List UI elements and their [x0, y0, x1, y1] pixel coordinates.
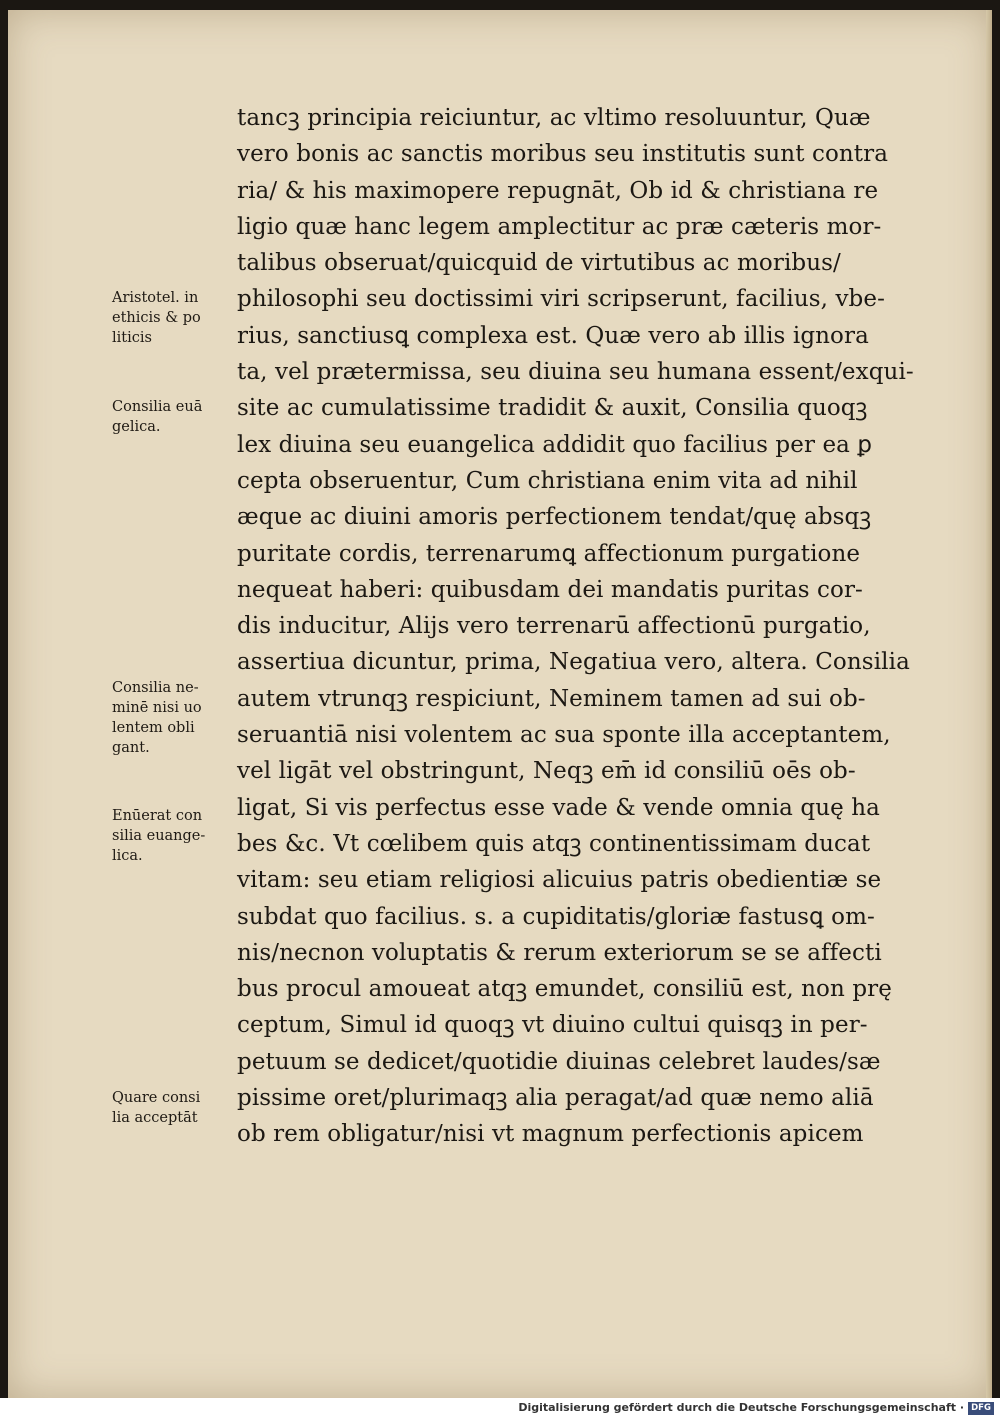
marginal-note-line: lia acceptāt — [112, 1110, 198, 1126]
text-line: philosophi seu doctissimi viri scripserunt, facilius, vbe- — [237, 286, 885, 313]
marginal-note-consilia-nemine — [112, 678, 240, 758]
text-line: rius, sanctiusꝗ complexa est. Quæ vero ab illis ignora — [237, 322, 869, 349]
text-line: lex diuina seu euangelica addidit quo facilius per ea ꝑ — [237, 431, 873, 458]
marginal-note-line: ethicis & po — [112, 310, 201, 326]
text-line: vero bonis ac sanctis moribus seu institutis sunt contra — [237, 141, 889, 168]
text-line: cepta obseruentur, Cum christiana enim vita ad nihil — [237, 467, 858, 494]
marginal-note-line: Quare consi — [112, 1090, 201, 1106]
text-line: vel ligāt vel obstringunt, Neqꝫ em̄ id consiliū oēs ob- — [237, 758, 856, 785]
marginal-note-enumerat — [112, 806, 240, 866]
text-line: petuum se dedicet/quotidie diuinas celebret laudes/sæ — [237, 1048, 881, 1075]
marginal-note-line: liticis — [112, 330, 152, 346]
marginal-note-line: lica. — [112, 848, 143, 864]
text-line: nequeat haberi: quibusdam dei mandatis puritas cor- — [237, 576, 863, 603]
marginal-note-quare — [112, 1088, 240, 1128]
marginal-note-line: Aristotel. in — [112, 290, 199, 306]
text-line: autem vtrunqꝫ respiciunt, Neminem tamen ad sui ob- — [237, 685, 866, 712]
marginal-note-line: Enūerat con — [112, 808, 203, 824]
text-line: assertiua dicuntur, prima, Negatiua vero, altera. Consilia — [237, 649, 910, 676]
text-line: ceptum, Simul id quoqꝫ vt diuino cultui quisqꝫ in per- — [237, 1012, 868, 1039]
text-line: ligio quæ hanc legem amplectitur ac præ cæteris mor- — [237, 213, 882, 240]
marginal-note-line: gant. — [112, 740, 150, 756]
text-line: nis/necnon voluptatis & rerum exteriorum se se affecti — [237, 939, 882, 966]
main-text-column — [237, 100, 922, 1153]
digitization-footer — [0, 1398, 1000, 1420]
text-line: vitam: seu etiam religiosi alicuius patris obedientiæ se — [237, 867, 882, 894]
marginal-note-line: Consilia euā — [112, 399, 203, 415]
text-line: puritate cordis, terrenarumꝗ affectionum purgatione — [237, 540, 861, 567]
text-line: ta, vel prætermissa, seu diuina seu humana essent/exqui- — [237, 359, 914, 386]
text-line: ria/ & his maximopere repugnāt, Ob id & christiana re — [237, 177, 879, 204]
page-edge — [986, 10, 992, 1398]
text-line: bus procul amoueat atqꝫ emundet, consiliū est, non prę — [237, 976, 892, 1003]
marginal-note-line: gelica. — [112, 419, 161, 435]
marginal-note-line: silia euange- — [112, 828, 206, 844]
marginal-note-line: Consilia ne- — [112, 680, 199, 696]
text-line: dis inducitur, Alijs vero terrenarū affectionū purgatio, — [237, 613, 871, 640]
marginal-note-aristotle — [112, 288, 240, 348]
marginal-note-line: minē nisi uo — [112, 700, 202, 716]
marginal-note-line: lentem obli — [112, 720, 195, 736]
text-line: talibus obseruat/quicquid de virtutibus ac moribus/ — [237, 250, 841, 277]
text-line: bes &c. Vt cœlibem quis atqꝫ continentissimam ducat — [237, 830, 871, 857]
footer-credit: Digitalisierung gefördert durch die Deutsche Forschungsgemeinschaft · — [518, 1401, 964, 1414]
text-line: site ac cumulatissime tradidit & auxit, Consilia quoqꝫ — [237, 395, 868, 422]
text-line: ob rem obligatur/nisi vt magnum perfectionis apicem — [237, 1121, 864, 1148]
text-line: tancꝫ principia reiciuntur, ac vltimo resoluuntur, Quæ — [237, 105, 871, 131]
text-line: subdat quo facilius. s. a cupiditatis/gloriæ fastusꝗ om- — [237, 903, 875, 930]
marginal-note-consilia-euangelica — [112, 397, 240, 437]
text-line: æque ac diuini amoris perfectionem tendat/quę absqꝫ — [237, 504, 872, 531]
text-line: ligat, Si vis perfectus esse vade & vende omnia quę ha — [237, 794, 880, 821]
dfg-logo: DFG — [968, 1402, 994, 1415]
text-line: seruantiā nisi volentem ac sua sponte illa acceptantem, — [237, 722, 891, 749]
text-line: pissime oret/plurimaqꝫ alia peragat/ad quæ nemo aliā — [237, 1085, 874, 1112]
